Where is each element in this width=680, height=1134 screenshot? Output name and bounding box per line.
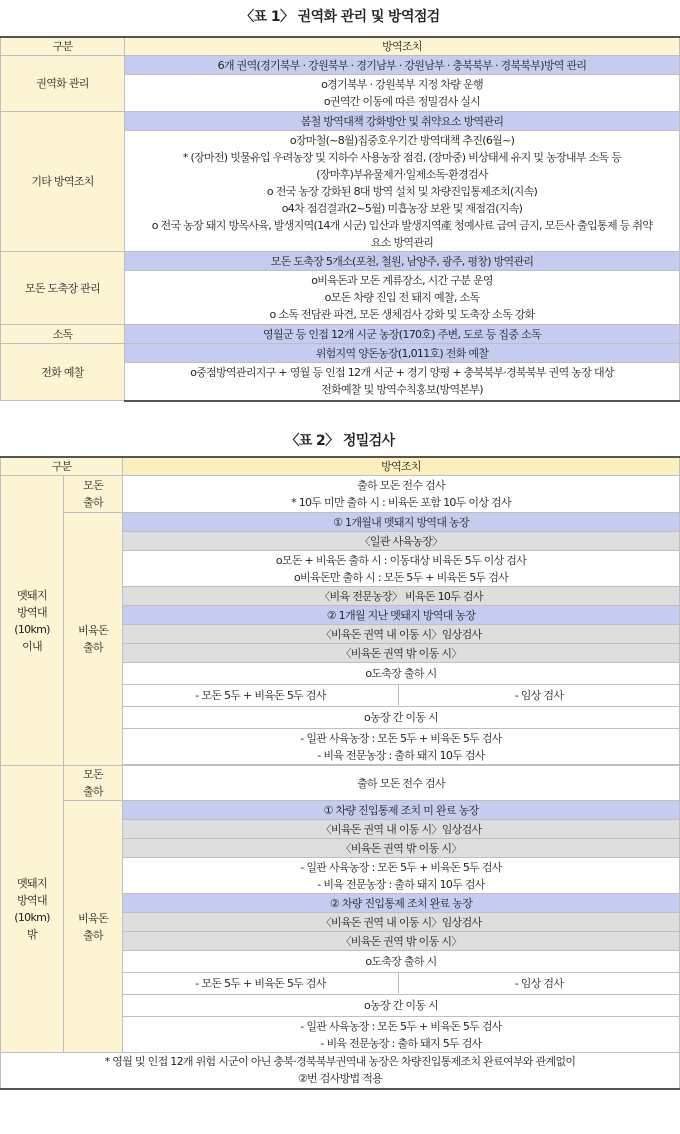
t1-other-body: o장마철(~8월)집중호우기간 방역대책 추진(6월~) * (장마전) 빗물유입 우려농장 및 지하수 사용농장 점검, (장마중) 비상태세 유지 및 농장내부 소독 등 (장마후)부유물제거·일제소독·환경검사 o 전국 농장 강화된 8대 방역 설치 및 차량진입통제조치(지속) o4차 점검결과(2~5월) 미흡농장 보완 및 재점검(지속) o 전국 농장 돼지 방목사육, 발생지역(14개 시군) 입산과 발생지역產 청예사료 급여 금지, 모든사 출입통제 등 취약 요소 방역관리 <box>125 131 680 252</box>
t2-outer-modon-label: 모돈 출하 <box>64 766 123 801</box>
t1-category-phone: 전화 예찰 <box>1 344 125 401</box>
t2-outer-row: 〈비육돈 권역 밖 이동 시〉 <box>123 932 680 951</box>
t2-region-outer: 멧돼지 방역대 (10km) 밖 <box>1 766 64 1053</box>
t2-outer-row: o도축장 출하 시 <box>123 951 680 973</box>
t1-category-other: 기타 방역조치 <box>1 112 125 252</box>
table2 <box>0 456 680 1090</box>
t2-inner-split-left: - 모돈 5두 + 비육돈 5두 검사 <box>123 685 399 707</box>
t2-inner-row: o도축장 출하 시 <box>123 663 680 685</box>
t2-footnote: * 영월 및 인접 12개 위험 시군이 아닌 충북·경북북부권역내 농장은 차량진입통제조치 완료여부와 관계없이 ②번 검사방법 적용 <box>1 1053 680 1089</box>
t2-inner-row: ② 1개월 지난 멧돼지 방역대 농장 <box>123 606 680 625</box>
t1-phone-body: o중점방역관리지구 + 영월 등 인접 12개 시군 + 경기 양평 + 충북북부·경북북부 권역 농장 대상 전화예찰 및 방역수칙홍보(방역본부) <box>125 363 680 401</box>
table2-header-category: 구분 <box>1 457 123 476</box>
table1-title: 〈표 1〉 권역화 관리 및 방역점검 <box>240 9 440 25</box>
t2-outer-row: 〈비육돈 권역 내 이동 시〉임상검사 <box>123 913 680 932</box>
t2-inner-row: 〈일관 사육농장〉 <box>123 532 680 551</box>
t2-inner-biyuk-label: 비육돈 출하 <box>64 513 123 766</box>
t2-outer-modon-text: 출하 모돈 전수 검사 <box>123 766 680 801</box>
table1 <box>0 36 680 402</box>
t2-outer-row: - 일관 사육농장 : 모돈 5두 + 비육돈 5두 검사 - 비육 전문농장 : 출하 돼지 10두 검사 <box>123 858 680 894</box>
t1-category-zone: 권역화 관리 <box>1 56 125 112</box>
table2-header-measures: 방역조치 <box>123 457 680 476</box>
t1-zone-heading: 6개 권역(경기북부 · 강원북부 · 경기남부 · 강원남부 · 충북북부 · 경북북부)방역 관리 <box>125 56 680 75</box>
table1-header-category: 구분 <box>1 37 125 56</box>
t2-inner-row: o농장 간 이동 시 <box>123 707 680 729</box>
t1-slaughter-heading: 모돈 도축장 5개소(포천, 철원, 남양주, 광주, 평창) 방역관리 <box>125 252 680 271</box>
t2-inner-split-right: - 임상 검사 <box>399 685 680 707</box>
table1-header-measures: 방역조치 <box>125 37 680 56</box>
t2-outer-biyuk-label: 비육돈 출하 <box>64 801 123 1053</box>
t2-inner-row: 〈비육 전문농장〉 비육돈 10두 검사 <box>123 587 680 606</box>
t2-outer-split-right: - 임상 검사 <box>399 973 680 995</box>
t1-category-disinfect: 소독 <box>1 325 125 344</box>
t2-outer-row: o농장 간 이동 시 <box>123 995 680 1017</box>
t2-inner-row: - 일관 사육농장 : 모돈 5두 + 비육돈 5두 검사 - 비육 전문농장 : 출하 돼지 10두 검사 <box>123 729 680 765</box>
t2-inner-modon-text: 출하 모돈 전수 검사 * 10두 미만 출하 시 : 비육돈 포함 10두 이상 검사 <box>123 476 680 513</box>
t2-outer-row: ① 차량 진입통제 조치 미 완료 농장 <box>123 801 680 820</box>
t2-inner-row: ① 1개월내 멧돼지 방역대 농장 <box>123 513 680 532</box>
t1-disinfect-heading: 영월군 등 인접 12개 시군 농장(170호) 주변, 도로 등 집중 소독 <box>125 325 680 344</box>
t1-zone-body: o경기북부 · 강원북부 지정 차량 운행 o권역간 이동에 따른 정밀검사 실시 <box>125 75 680 112</box>
t1-other-heading: 봄철 방역대책 강화방안 및 취약요소 방역관리 <box>125 112 680 131</box>
t2-inner-row: o모돈 + 비육돈 출하 시 : 이동대상 비육돈 5두 이상 검사 o비육돈만 출하 시 : 모돈 5두 + 비육돈 5두 검사 <box>123 551 680 587</box>
t1-slaughter-body: o비육돈과 모돈 계류장소, 시간 구분 운영 o모돈 차량 진입 전 돼지 예찰, 소독 o 소독 전담관 파견, 모돈 생체검사 강화 및 도축장 소독 강화 <box>125 271 680 325</box>
t2-outer-row: - 일관 사육농장 : 모돈 5두 + 비육돈 5두 검사 - 비육 전문농장 : 출하 돼지 5두 검사 <box>123 1017 680 1053</box>
t2-outer-row: 〈비육돈 권역 밖 이동 시〉 <box>123 839 680 858</box>
t2-outer-split-left: - 모돈 5두 + 비육돈 5두 검사 <box>123 973 399 995</box>
t2-inner-row: 〈비육돈 권역 내 이동 시〉임상검사 <box>123 625 680 644</box>
t1-phone-heading: 위험지역 양돈농장(1,011호) 전화 예찰 <box>125 344 680 363</box>
t1-category-slaughter: 모돈 도축장 관리 <box>1 252 125 325</box>
t2-outer-row: ② 차량 진입통제 조치 완료 농장 <box>123 894 680 913</box>
t2-inner-modon-label: 모돈 출하 <box>64 476 123 513</box>
table2-title: 〈표 2〉 정밀검사 <box>285 433 395 449</box>
t2-region-inner: 멧돼지 방역대 (10km) 이내 <box>1 476 64 766</box>
t2-outer-row: 〈비육돈 권역 내 이동 시〉임상검사 <box>123 820 680 839</box>
t2-inner-row: 〈비육돈 권역 밖 이동 시〉 <box>123 644 680 663</box>
